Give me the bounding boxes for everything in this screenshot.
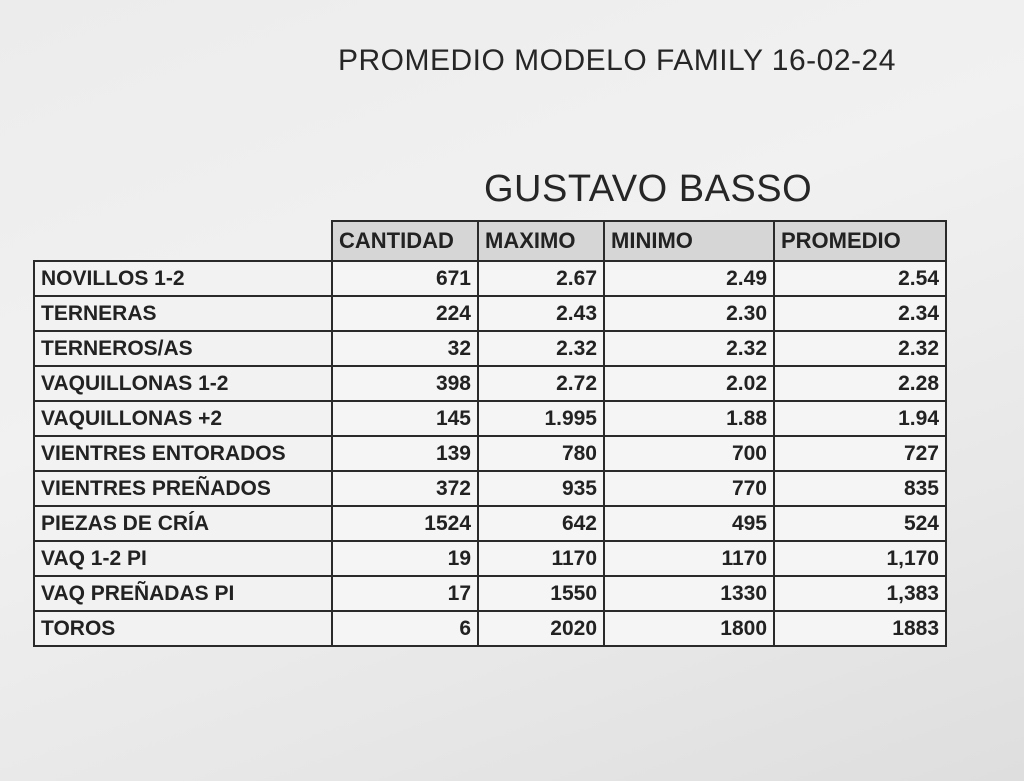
table-row — [34, 296, 946, 331]
header-minimo: MINIMO — [604, 221, 774, 261]
row-cantidad: 139 — [332, 436, 478, 471]
row-maximo: 780 — [478, 436, 604, 471]
row-minimo: 770 — [604, 471, 774, 506]
row-minimo: 1.88 — [604, 401, 774, 436]
row-minimo: 2.30 — [604, 296, 774, 331]
table-row — [34, 366, 946, 401]
row-minimo: 1330 — [604, 576, 774, 611]
row-minimo: 495 — [604, 506, 774, 541]
row-promedio: 1.94 — [774, 401, 946, 436]
row-maximo: 1.995 — [478, 401, 604, 436]
row-category: PIEZAS DE CRÍA — [34, 506, 332, 541]
header-promedio: PROMEDIO — [774, 221, 946, 261]
row-cantidad: 6 — [332, 611, 478, 646]
row-category: TOROS — [34, 611, 332, 646]
row-minimo: 700 — [604, 436, 774, 471]
row-maximo: 2020 — [478, 611, 604, 646]
row-promedio: 2.54 — [774, 261, 946, 296]
row-cantidad: 145 — [332, 401, 478, 436]
row-maximo: 1170 — [478, 541, 604, 576]
row-category: VAQ PREÑADAS PI — [34, 576, 332, 611]
row-category: TERNERAS — [34, 296, 332, 331]
row-minimo: 2.02 — [604, 366, 774, 401]
row-cantidad: 372 — [332, 471, 478, 506]
row-maximo: 642 — [478, 506, 604, 541]
row-promedio: 1883 — [774, 611, 946, 646]
row-category: VAQUILLONAS +2 — [34, 401, 332, 436]
table-header-row — [34, 221, 946, 261]
row-promedio: 2.32 — [774, 331, 946, 366]
row-promedio: 524 — [774, 506, 946, 541]
table-row — [34, 401, 946, 436]
row-cantidad: 17 — [332, 576, 478, 611]
row-cantidad: 224 — [332, 296, 478, 331]
row-category: TERNEROS/AS — [34, 331, 332, 366]
row-maximo: 935 — [478, 471, 604, 506]
row-cantidad: 671 — [332, 261, 478, 296]
row-category: VAQ 1-2 PI — [34, 541, 332, 576]
row-maximo: 2.32 — [478, 331, 604, 366]
row-promedio: 2.34 — [774, 296, 946, 331]
row-promedio: 835 — [774, 471, 946, 506]
row-cantidad: 398 — [332, 366, 478, 401]
row-cantidad: 19 — [332, 541, 478, 576]
header-maximo: MAXIMO — [478, 221, 604, 261]
prices-table — [33, 220, 947, 647]
table-row — [34, 436, 946, 471]
row-promedio: 727 — [774, 436, 946, 471]
table-row — [34, 576, 946, 611]
row-category: VIENTRES PREÑADOS — [34, 471, 332, 506]
table-row — [34, 331, 946, 366]
table-row — [34, 541, 946, 576]
row-category: VIENTRES ENTORADOS — [34, 436, 332, 471]
row-minimo: 2.32 — [604, 331, 774, 366]
row-promedio: 2.28 — [774, 366, 946, 401]
row-cantidad: 1524 — [332, 506, 478, 541]
table-row — [34, 611, 946, 646]
row-maximo: 2.67 — [478, 261, 604, 296]
row-minimo: 2.49 — [604, 261, 774, 296]
row-minimo: 1170 — [604, 541, 774, 576]
table-row — [34, 506, 946, 541]
row-minimo: 1800 — [604, 611, 774, 646]
document-title: PROMEDIO MODELO FAMILY 16-02-24 — [338, 44, 896, 77]
table-row — [34, 261, 946, 296]
row-promedio: 1,170 — [774, 541, 946, 576]
row-cantidad: 32 — [332, 331, 478, 366]
document-subtitle: GUSTAVO BASSO — [484, 168, 813, 210]
table-row — [34, 471, 946, 506]
table-body — [34, 261, 946, 646]
header-cantidad: CANTIDAD — [332, 221, 478, 261]
row-maximo: 2.72 — [478, 366, 604, 401]
row-maximo: 1550 — [478, 576, 604, 611]
header-cell-blank — [34, 221, 332, 261]
row-category: NOVILLOS 1-2 — [34, 261, 332, 296]
row-maximo: 2.43 — [478, 296, 604, 331]
row-category: VAQUILLONAS 1-2 — [34, 366, 332, 401]
row-promedio: 1,383 — [774, 576, 946, 611]
